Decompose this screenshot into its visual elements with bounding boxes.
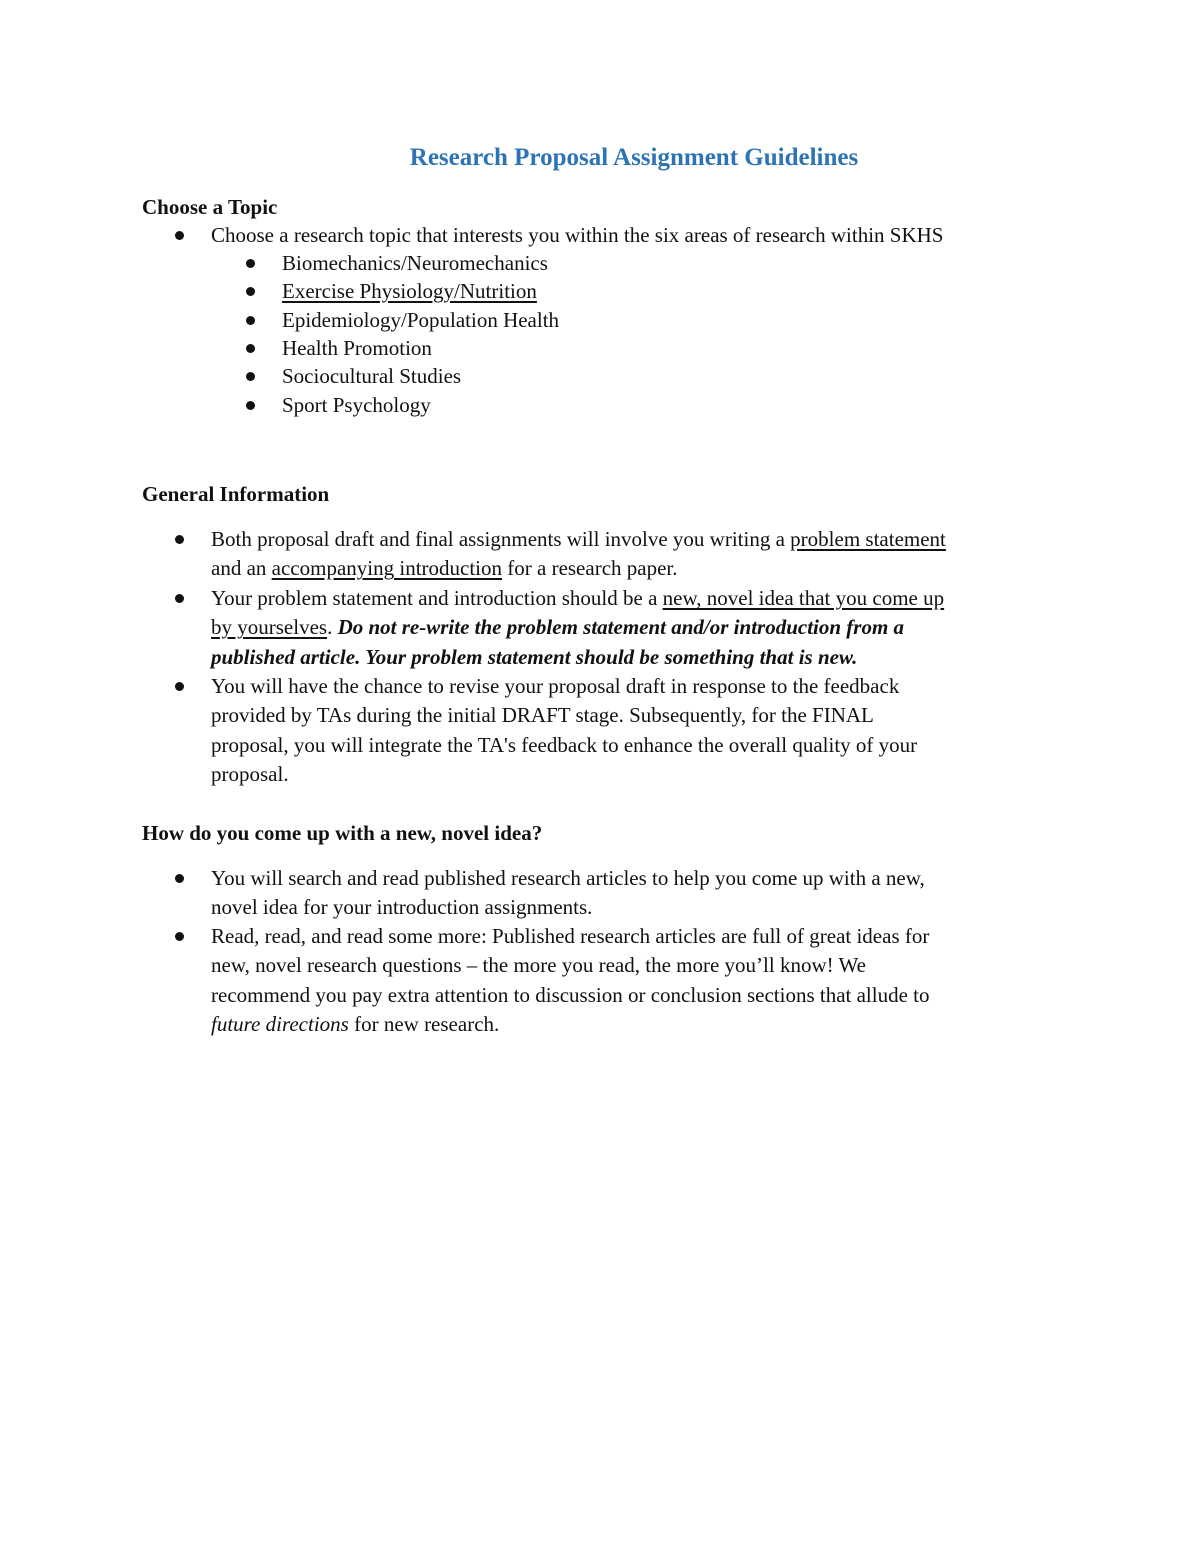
- emphasis-text: future directions: [211, 1011, 349, 1036]
- bullet-icon: [246, 401, 255, 410]
- underlined-term: by yourselves: [211, 615, 328, 640]
- bullet-icon: [175, 535, 184, 544]
- bullet-icon: [246, 287, 255, 296]
- bullet-icon: [246, 344, 255, 353]
- bullet-icon: [246, 259, 255, 268]
- research-area-item: Biomechanics/Neuromechanics: [282, 251, 548, 275]
- page-title: Research Proposal Assignment Guidelines: [409, 144, 859, 171]
- research-area-item: Epidemiology/Population Health: [282, 308, 560, 332]
- emphasis-text: Do not re-write the problem statement and/or introduction from a: [337, 615, 905, 640]
- research-area-item: Health Promotion: [282, 336, 432, 360]
- bullet-icon: [246, 372, 255, 381]
- underlined-term: problem statement: [790, 527, 946, 551]
- section-heading-choose-topic: Choose a Topic: [142, 195, 278, 219]
- list-item: Your problem statement and introduction should be a new, novel idea that you come up by yourselves. Do not re-write the problem statement and/or introduction from a published article. Your problem statement should be something that is new.: [211, 586, 945, 669]
- research-area-item: Sport Psychology: [282, 393, 431, 417]
- list-item: You will search and read published research articles to help you come up with a new, novel idea for your introduction assignments.: [211, 866, 925, 920]
- bullet-icon: [175, 932, 184, 941]
- section-heading-novel-idea: How do you come up with a new, novel idea?: [142, 821, 543, 845]
- emphasis-text: published article. Your problem statement should be something that is new.: [211, 644, 858, 669]
- bullet-icon: [246, 316, 255, 325]
- underlined-term: accompanying introduction: [271, 556, 503, 581]
- section-heading-general-information: General Information: [142, 482, 330, 506]
- list-item: You will have the chance to revise your proposal draft in response to the feedback provided by TAs during the initial DRAFT stage. Subsequently, for the FINAL proposal, you will integrate the TA's feedback to enhance the overall quality of your proposal.: [211, 674, 918, 786]
- bullet-icon: [175, 231, 184, 240]
- underlined-term: new, novel idea that you come up: [662, 586, 945, 610]
- list-item: Both proposal draft and final assignments will involve you writing a problem statement and an accompanying introduction for a research paper.: [211, 527, 946, 581]
- research-area-item: Sociocultural Studies: [282, 364, 462, 388]
- bullet-icon: [175, 594, 184, 603]
- bullet-icon: [175, 874, 184, 883]
- list-item: Read, read, and read some more: Published research articles are full of great ideas for new, novel research questions – the more you read, the more you’ll know! We recommend you pay extra attention to discussion or conclusion sections that allude to future directions for new research.: [211, 924, 930, 1036]
- research-area-item: Exercise Physiology/Nutrition: [282, 279, 537, 303]
- list-item-text: Choose a research topic that interests you within the six areas of research within SKHS: [211, 223, 944, 247]
- bullet-icon: [175, 682, 184, 691]
